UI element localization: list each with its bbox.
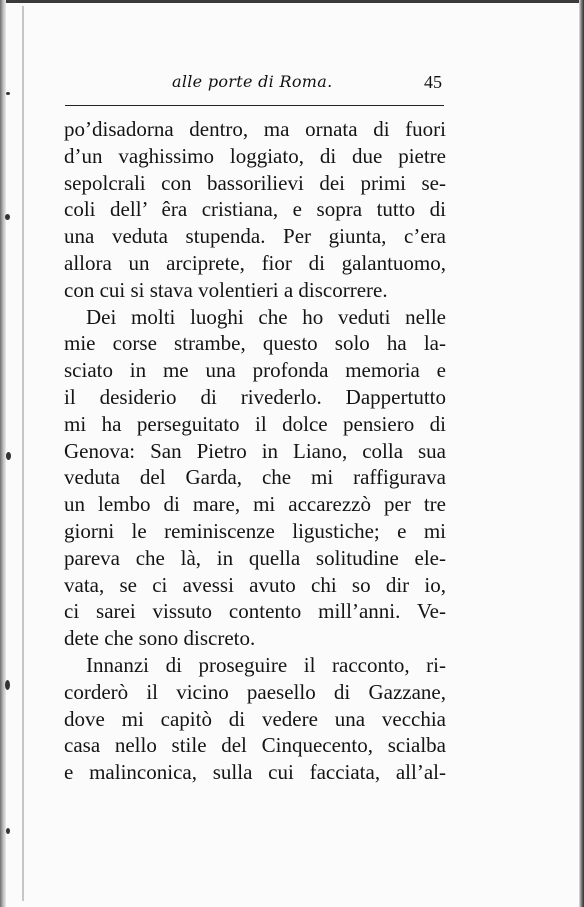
text-line: coli dell’ êra cristiana, e sopra tutto di xyxy=(64,197,446,222)
binding-shadow-line xyxy=(22,6,24,901)
header-rule xyxy=(65,105,444,106)
text-line: il desiderio di rivederlo. Dappertutto xyxy=(64,384,446,409)
text-line: veduta del Garda, che mi raffigurava xyxy=(64,465,446,490)
text-line: Innanzi di proseguire il racconto, ri- xyxy=(86,652,446,677)
text-line: mi ha perseguitato il dolce pensiero di xyxy=(64,411,446,436)
binding-edge xyxy=(0,0,6,907)
text-line: Dei molti luoghi che ho veduti nelle xyxy=(86,304,446,329)
text-line: Genova: San Pietro in Liano, colla sua xyxy=(64,438,446,463)
text-line: e malinconica, sulla cui facciata, all’al- xyxy=(64,760,446,785)
text-line: dete che sono discreto. xyxy=(64,626,256,651)
page-right-edge xyxy=(579,0,584,907)
text-line: sepolcrali con bassorilievi dei primi se- xyxy=(64,170,446,195)
text-line: allora un arciprete, fior di galantuomo, xyxy=(64,250,446,275)
margin-speck xyxy=(6,452,11,460)
page-top-edge xyxy=(0,0,584,3)
text-line: un lembo di mare, mi accarezzò per tre xyxy=(64,492,446,517)
margin-speck xyxy=(5,680,10,690)
text-line: pareva che là, in quella solitudine ele- xyxy=(64,545,446,570)
text-line: vata, se ci avessi avuto chi so dir io, xyxy=(64,572,446,597)
text-line: mie corse strambe, questo solo ha la- xyxy=(64,331,446,356)
text-line: po’disadorna dentro, ma ornata di fuori xyxy=(64,117,446,141)
margin-speck xyxy=(5,214,10,220)
text-line: giorni le reminiscenze ligustiche; e mi xyxy=(64,518,446,543)
margin-speck xyxy=(6,92,10,95)
text-line: una veduta stupenda. Per giunta, c’era xyxy=(64,224,446,249)
text-line: casa nello stile del Cinquecento, scialba xyxy=(64,733,446,758)
running-head: alle porte di Roma. xyxy=(172,72,333,91)
margin-speck xyxy=(6,828,10,834)
text-line: con cui si stava volentieri a discorrere. xyxy=(64,277,388,302)
body-text xyxy=(64,116,446,786)
text-line: dove mi capitò di vedere una vecchia xyxy=(64,706,446,731)
text-line: sciato in me una profonda memoria e xyxy=(64,358,446,383)
page-number: 45 xyxy=(424,72,442,92)
text-line: corderò il vicino paesello di Gazzane, xyxy=(64,679,446,704)
text-line: ci sarei vissuto contento mill’anni. Ve- xyxy=(64,599,446,624)
text-line: d’un vaghissimo loggiato, di due pietre xyxy=(64,143,446,168)
